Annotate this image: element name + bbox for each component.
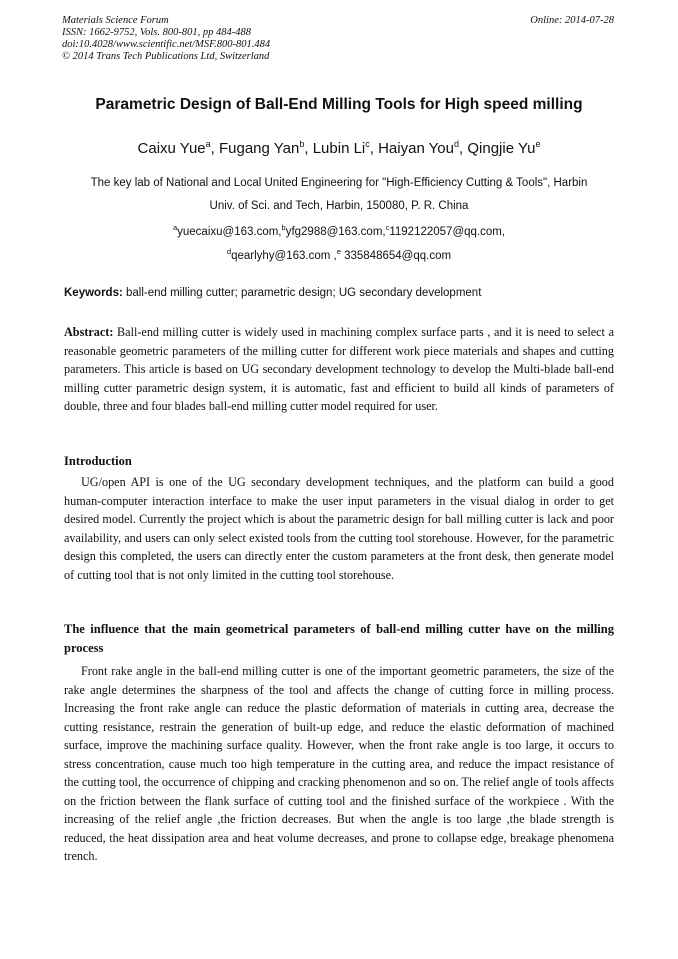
keywords-label: Keywords: (64, 287, 123, 299)
author-sup: a (205, 139, 211, 149)
email-link[interactable]: 1192122057@qq.com, (389, 225, 506, 238)
abstract-label: Abstract: (64, 325, 114, 339)
abstract-text: Ball-end milling cutter is widely used in machining complex surface parts , and it is need to select a reasonable geometric parameters of the milling cutter for different work piece materials and shapes and cutting parameters. This article is based on UG secondary development technology to develop the Multi-blade ball-end milling cutter parametric design system, it is automatic, fast and efficient to build all kinds of parameters of double, three and four blades ball-end milling cutter model required for user. (64, 325, 614, 413)
abstract (64, 323, 614, 416)
author-list (40, 139, 638, 157)
author-sep: , (459, 140, 468, 157)
author-name: Qingjie Yu (467, 140, 536, 157)
journal-header (62, 15, 270, 63)
section-heading-influence: The influence that the main geometrical parameters of ball-end milling cutter have on the milling process (64, 622, 614, 655)
journal-name: Materials Science Forum (62, 15, 169, 26)
doi-line: doi:10.4028/www.scientific.net/MSF.800-801.484 (62, 39, 271, 50)
email-link[interactable]: yuecaixu@163.com, (177, 225, 282, 238)
author-name: Fugang Yan (218, 140, 300, 157)
author-sup: b (299, 139, 305, 149)
author-sep: , (304, 140, 313, 157)
author-sep: , (369, 140, 379, 157)
author-sup: d (454, 139, 460, 149)
email-sup: b (281, 223, 286, 232)
affiliation-line-1: The key lab of National and Local United Engineering for "High-Efficiency Cutting & Tools", Harbin (90, 177, 588, 189)
email-link[interactable]: qearlyhy@163.com , (231, 249, 337, 262)
email-line-1 (50, 223, 628, 238)
section-heading-introduction: Introduction (64, 454, 132, 468)
email-sup: d (226, 247, 232, 256)
issn-line: ISSN: 1662-9752, Vols. 800-801, pp 484-488 (62, 27, 251, 38)
paper-title: Parametric Design of Ball-End Milling Tools for High speed milling (95, 96, 583, 113)
author-sup: c (365, 139, 370, 149)
keywords (64, 287, 614, 299)
author-sep: , (210, 140, 219, 157)
email-link[interactable]: 335848654@qq.com (340, 249, 452, 262)
copyright-line: © 2014 Trans Tech Publications Ltd, Switzerland (62, 51, 270, 62)
author-name: Haiyan You (378, 140, 454, 157)
email-sup: c (385, 223, 390, 232)
introduction-body: UG/open API is one of the UG secondary development techniques, and the platform can build a good human-computer interaction interface to make the user input parameters in the visual dialog in order to get desired model. Currently the project which is about the parametric design for ball milling cutter is lack and poor availability, and users can only select existed tools from the cutting tool storehouse. However, for the parametric design this completed, the users can directly enter the custom parameters at the front desk, then generate model of cutting tool that is not only limited in the cutting tool storehouse. (64, 475, 614, 582)
author-name: Lubin Li (312, 140, 366, 157)
influence-body: Front rake angle in the ball-end milling cutter is one of the important geometric parameters, the size of the rake angle determines the sharpness of the tool and affects the change of cutting force in milling process. Increasing the front rake angle can reduce the plastic deformation of materials in cutting area, decrease the cutting resistance, restrain the generation of built-up edge, and reduce the elastic deformation of machined surface, improve the machining surface quality. However, when the front rake angle is too large, it occurs to stress concentration, cause much too high temperature in the cutting area, and reduce the impact resistance of the cutting tool, the occurrence of chipping and cracking phenomenon and so on. The relief angle of tools affects on the friction between the flank surface of cutting tool and the finished surface of the workpiece . With the increasing of the relief angle ,the friction decreases. But when the angle is too large ,the blade strength is reduced, the heat dissipation area and heat volume decreases, and prone to collapse edge, breakage phenomena trench. (64, 664, 614, 863)
email-link[interactable]: yfg2988@163.com, (285, 225, 386, 238)
author-sup: e (535, 139, 541, 149)
keywords-text: ball-end milling cutter; parametric design; UG secondary development (122, 287, 482, 299)
email-sup: a (172, 223, 178, 232)
online-date: Online: 2014-07-28 (530, 15, 614, 26)
email-sup: e (336, 247, 341, 256)
author-name: Caixu Yue (137, 140, 206, 157)
email-line-2 (50, 247, 628, 262)
affiliation-line-2: Univ. of Sci. and Tech, Harbin, 150080, P. R. China (209, 200, 469, 212)
